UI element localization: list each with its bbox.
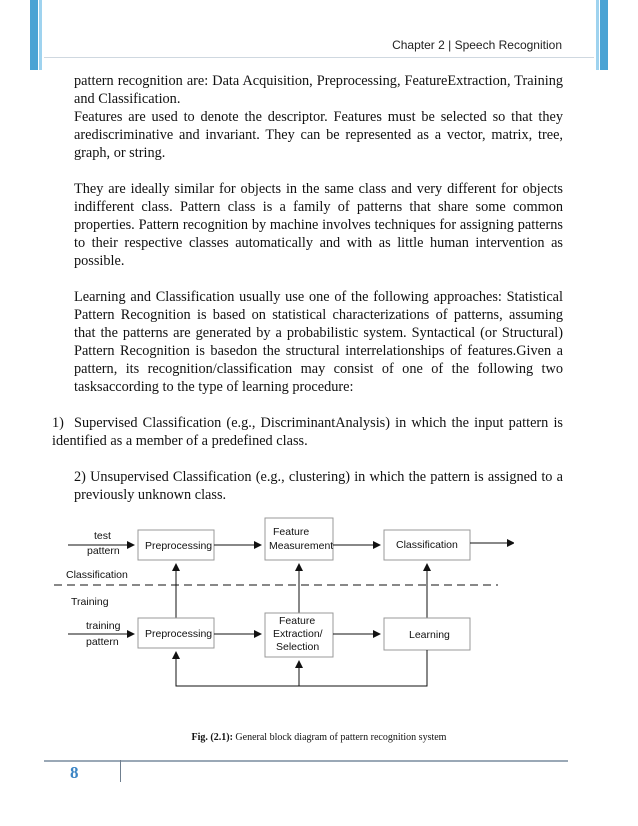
page-number: 8 <box>70 763 79 782</box>
paragraph-features: Features are used to denote the descriptor. Features must be selected so that they arediscriminative and invariant. They can be represented as a vector, matrix, tree, graph, or string. <box>74 109 563 161</box>
figure-caption-text: General block diagram of pattern recognition system <box>232 732 447 743</box>
preprocessing-top-label: Preprocessing <box>145 540 213 552</box>
extraction-line1: Feature <box>279 615 316 627</box>
feature-measurement-box <box>265 518 333 560</box>
paragraph-pattern-class: They are ideally similar for objects in the same class and very different for objects indifferent class. Pattern class is a family of patterns that share some common properties. Pattern recognition by machine involves techniques for assigning patterns to their respective classes automatically and with as little human intervention as possible. <box>74 181 563 269</box>
figure-caption-label: Fig. (2.1): <box>191 732 233 743</box>
left-decorative-bar <box>30 0 38 70</box>
learning-label: Learning <box>409 629 450 641</box>
right-decorative-bar <box>600 0 608 70</box>
list-number: 1) <box>52 415 64 431</box>
header-rule <box>44 57 594 58</box>
list-item-unsupervised: 2) Unsupervised Classification (e.g., clustering) in which the pattern is assigned to a previously unknown class. <box>74 469 563 503</box>
pattern-top-label: pattern <box>87 545 120 557</box>
training-input-label: training <box>86 620 121 632</box>
paragraph-approaches: Learning and Classification usually use one of the following approaches: Statistical Pattern Recognition is based on statistical characterizations of patterns, assuming that the patterns are generated by a probabilistic system. Syntactical (or Structural) Pattern Recognition is basedon the structural interrelationships of features.Given a pattern, its recognition/classification may consist of one of the following two tasksaccording to the type of learning procedure: <box>74 289 563 395</box>
test-label: test <box>94 530 111 542</box>
extraction-line2: Extraction/ <box>273 628 323 640</box>
classification-label: Classification <box>66 569 128 581</box>
footer-divider <box>120 760 121 782</box>
block-diagram <box>54 510 514 690</box>
classification-box-label: Classification <box>396 539 458 551</box>
paragraph-intro: pattern recognition are: Data Acquisition, Preprocessing, FeatureExtraction, Training and Classification. <box>74 73 563 107</box>
figure-caption <box>0 732 638 743</box>
chapter-header: Chapter 2 | Speech Recognition <box>392 38 562 52</box>
extraction-line3: Selection <box>276 641 320 653</box>
list-item-supervised <box>52 414 563 450</box>
feature-measurement-line1: Feature <box>273 526 310 538</box>
feature-measurement-line2: Measurement <box>269 540 334 552</box>
training-label: Training <box>71 596 109 608</box>
list-item-text: Supervised Classification (e.g., DiscriminantAnalysis) in which the input pattern is identified as a member of a predefined class. <box>52 415 563 449</box>
pattern-bottom-label: pattern <box>86 636 119 648</box>
preprocessing-bottom-label: Preprocessing <box>145 628 213 640</box>
footer-rule <box>44 760 568 762</box>
body-text <box>52 72 563 504</box>
